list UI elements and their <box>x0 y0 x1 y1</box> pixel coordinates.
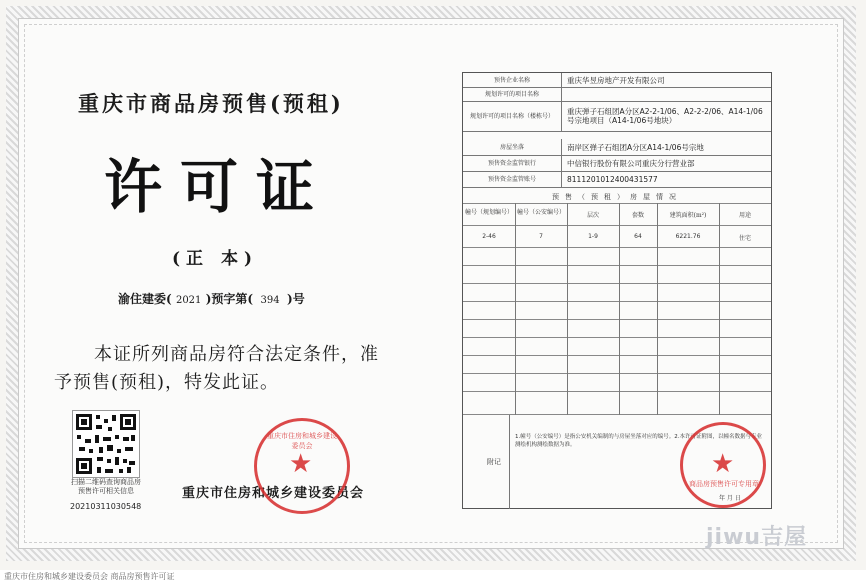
table-cell: 1-9 <box>588 233 598 240</box>
certificate-body-line1: 本证所列商品房符合法定条件，准 <box>94 344 379 365</box>
note-text: 1.幢号（公安编号）是指公安机关编制的与房屋坐落对应的编号。2.本许可证附图，以幢名数据与专业测绘机构测绘数据为准。 <box>515 434 762 448</box>
bottom-strip-text: 重庆市住房和城乡建设委员会 商品房预售许可证 <box>4 572 175 581</box>
table-col-rule <box>567 203 568 415</box>
form-value: 重庆华昱房地产开发有限公司 <box>567 75 665 85</box>
form-row <box>463 73 771 88</box>
official-seal-left <box>254 418 350 514</box>
form-row <box>463 171 771 188</box>
form-value <box>567 87 767 101</box>
table-cell: 7 <box>539 233 543 240</box>
table-cell: 6221.76 <box>675 233 701 240</box>
table-cell: 64 <box>634 233 642 240</box>
permit-serial: 394 <box>260 295 280 306</box>
seal-right-text: 商品房预售许可专用章 <box>689 480 759 488</box>
column-header: 幢号（规划编号） <box>465 209 514 216</box>
certificate-title: 许可证 <box>104 153 333 221</box>
form-row <box>463 101 771 132</box>
table-rule <box>463 203 771 204</box>
table-rule <box>463 265 771 266</box>
table-rule <box>463 337 771 338</box>
certificate-body-line2: 予预售(预租)，特发此证。 <box>54 372 280 393</box>
permit-prefix: 渝住建委( <box>118 292 172 306</box>
column-header: 幢号（公安编号） <box>517 209 566 216</box>
qr-number: 20210311030548 <box>70 502 142 511</box>
form-value: 中信银行股份有限公司重庆分行营业部 <box>567 158 695 168</box>
qr-code-pattern <box>73 411 139 477</box>
form-row <box>463 87 771 102</box>
form-value: 南岸区弹子石组团A分区A14-1/06号宗地 <box>567 142 704 152</box>
qr-caption: 扫描二维码查询商品房预售许可相关信息 <box>71 478 141 495</box>
table-rule <box>463 247 771 248</box>
column-header: 用途 <box>738 212 751 219</box>
table-col-rule <box>719 203 720 415</box>
table-rule <box>463 391 771 392</box>
permit-suffix: )号 <box>287 292 305 306</box>
note-divider <box>509 415 510 509</box>
watermark-logo: jiwu吉屋 <box>706 525 808 550</box>
table-rule <box>463 319 771 320</box>
form-label: 预售资金监管账号 <box>463 171 562 187</box>
form-label: 预售资金监管银行 <box>463 155 562 171</box>
form-row <box>463 139 771 156</box>
table-rule <box>463 283 771 284</box>
issuing-authority: 重庆市住房和城乡建设委员会 <box>182 486 365 501</box>
permit-number <box>118 290 305 307</box>
column-header: 套数 <box>631 212 644 219</box>
official-seal-right <box>680 422 766 508</box>
form-row <box>463 155 771 172</box>
form-label: 规划许可的项目名称（楼栋号） <box>463 101 562 131</box>
seal-left-text: 重庆市住房和城乡建设委员会 <box>267 432 337 450</box>
column-header: 建筑面积(m²) <box>669 212 707 219</box>
permit-middle: )预字第( <box>205 292 254 306</box>
copy-type: (正 本) <box>172 249 259 269</box>
form-label: 房屋坐落 <box>463 139 562 155</box>
table-rule <box>463 373 771 374</box>
certificate-subtitle: 重庆市商品房预售(预租) <box>78 91 344 116</box>
form-row <box>463 131 771 139</box>
table-rule <box>463 225 771 226</box>
table-rule <box>463 301 771 302</box>
form-label: 规划许可的项目名称 <box>463 87 562 101</box>
table-cell: 2-46 <box>482 233 496 240</box>
table-title: 预售（预租）房屋情况 <box>552 193 682 201</box>
star-icon: ★ <box>711 449 735 479</box>
form-value <box>567 131 767 139</box>
table-col-rule <box>515 203 516 415</box>
star-icon: ★ <box>289 449 313 479</box>
form-value: 8111201012400431577 <box>567 174 658 184</box>
permit-year: 2021 <box>175 295 202 306</box>
qr-code <box>72 410 140 478</box>
note-label: 附记 <box>487 458 501 466</box>
issue-date-label: 年 月 日 <box>719 495 741 502</box>
table-rule <box>463 355 771 356</box>
form-value: 重庆弹子石组团A分区A2-2-1/06、A2-2-2/06、A14-1/06号宗地项目（A14-1/06号地块） <box>567 107 763 125</box>
form-label: 预售企业名称 <box>463 73 562 87</box>
column-header: 层次 <box>586 212 599 219</box>
table-col-rule <box>657 203 658 415</box>
table-cell: 住宅 <box>738 235 751 242</box>
table-col-rule <box>619 203 620 415</box>
units-table <box>463 203 771 415</box>
